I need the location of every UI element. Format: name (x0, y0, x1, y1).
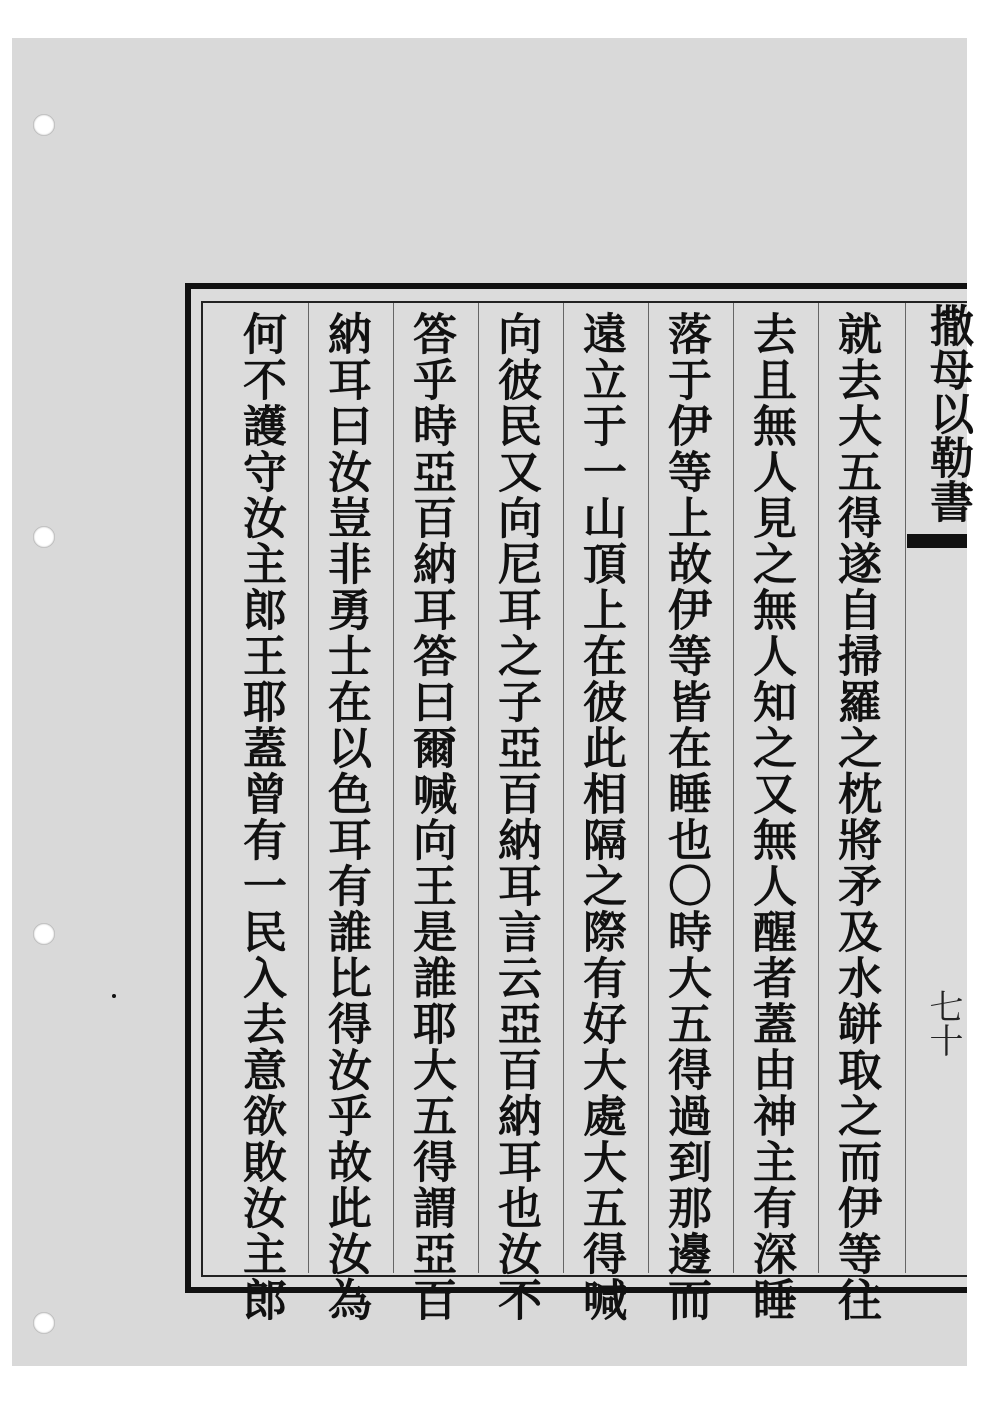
title-band (907, 534, 967, 548)
text-column-7: 納耳曰汝豈非勇士在以色耳有誰比得汝乎故此汝為 (320, 311, 371, 1323)
text-column-5: 向彼民又向尼耳之子亞百納耳言云亞百納耳也汝不 (490, 311, 541, 1323)
column-rule (478, 303, 479, 1273)
column-rule (648, 303, 649, 1273)
text-column-8: 何不護守汝主郎王耶蓋曾有一民入去意欲敗汝主郎 (235, 311, 286, 1323)
punch-hole (33, 923, 55, 945)
column-rule (393, 303, 394, 1273)
text-column-3: 落于伊等上故伊等皆在睡也〇時大五得過到那邊而 (660, 311, 711, 1323)
column-rule (563, 303, 564, 1273)
text-column-4: 遠立于一山頂上在彼此相隔之際有好大處大五得喊 (575, 311, 626, 1323)
printed-page-block (185, 283, 973, 1323)
speck (112, 994, 116, 998)
text-column-1: 就去大五得遂自掃羅之枕將矛及水缾取之而伊等往 (830, 311, 881, 1323)
page-number: 七十 (923, 989, 963, 1057)
column-rule (905, 303, 906, 1273)
punch-hole (33, 526, 55, 548)
column-rule (733, 303, 734, 1273)
text-column-6: 答乎時亞百納耳答曰爾喊向王是誰耶大五得謂亞百 (405, 311, 456, 1323)
book-title: 撒母以勒書 (922, 303, 973, 523)
punch-hole (33, 1312, 55, 1334)
column-rule (308, 303, 309, 1273)
punch-hole (33, 114, 55, 136)
text-column-2: 去且無人見之無人知之又無人醒者蓋由神主有深睡 (745, 311, 796, 1323)
column-rule (818, 303, 819, 1273)
